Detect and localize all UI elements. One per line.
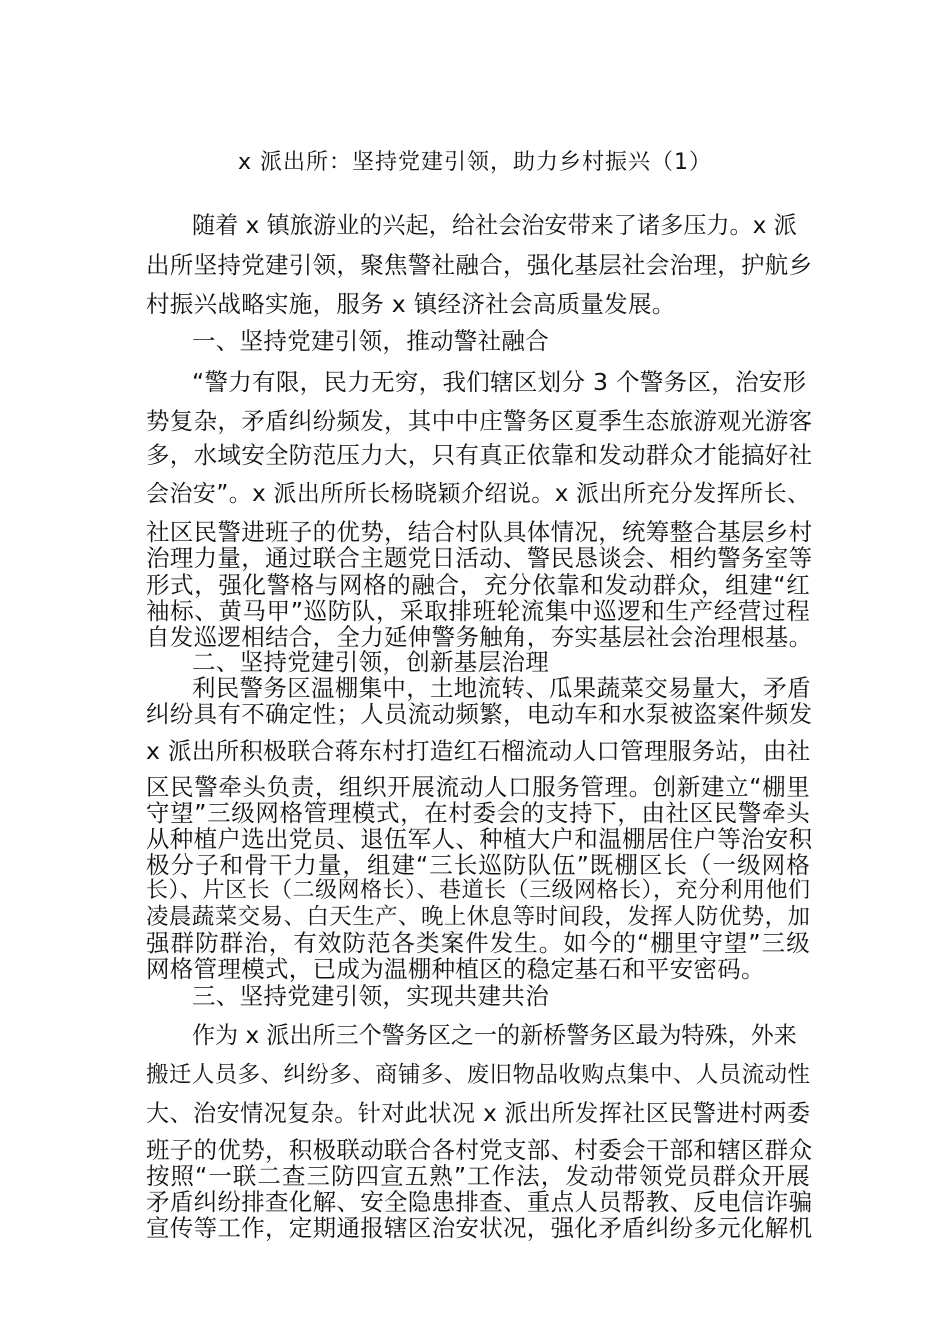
text-line: 袖标、黄马甲”巡防队，采取排班轮流集中巡逻和生产经营过程 bbox=[146, 597, 810, 625]
text-line: 纠纷具有不确定性；人员流动频繁，电动车和水泵被盗案件频发 bbox=[146, 700, 813, 728]
text-line: 班子的优势，积极联动联合各村党支部、村委会干部和辖区群众 bbox=[146, 1136, 813, 1164]
text-line: 大、治安情况复杂。针对此状况 x 派出所发挥社区民警进村两委 bbox=[146, 1101, 810, 1127]
text-line: 利民警务区温棚集中，土地流转、瓜果蔬菜交易量大，矛盾 bbox=[192, 674, 811, 702]
text-line: 治理力量，通过联合主题党日活动、警民恳谈会、相约警务室等 bbox=[146, 544, 813, 572]
text-line: 会治安”。x 派出所所长杨晓颖介绍说。x 派出所充分发挥所长、 bbox=[146, 481, 810, 507]
section-heading: 一、坚持党建引领，推动警社融合 bbox=[192, 327, 549, 355]
document-title: x 派出所：坚持党建引领，助力乡村振兴（1） bbox=[237, 150, 712, 175]
text-line: 形式，强化警格与网格的融合，充分依靠和发动群众，组建“红 bbox=[146, 571, 810, 599]
section-heading: 三、坚持党建引领，实现共建共治 bbox=[192, 982, 549, 1010]
text-line: 村振兴战略实施，服务 x 镇经济社会高质量发展。 bbox=[146, 290, 676, 318]
text-line: 从种植户选出党员、退伍军人、种植大户和温棚居住户等治安积 bbox=[146, 825, 813, 853]
text-line: 随着 x 镇旅游业的兴起，给社会治安带来了诸多压力。x 派 bbox=[192, 213, 797, 239]
text-line: 守望”三级网格管理模式，在村委会的支持下，由社区民警牵头 bbox=[146, 799, 810, 827]
text-line: 出所坚持党建引领，聚焦警社融合，强化基层社会治理，护航乡 bbox=[146, 251, 813, 279]
text-line: 强群防群治，有效防范各类案件发生。如今的“棚里守望”三级 bbox=[146, 929, 810, 957]
text-line: 按照“一联二查三防四宣五熟”工作法，发动带领党员群众开展 bbox=[146, 1162, 810, 1190]
text-line: 长）、片区长（二级网格长）、巷道长（三级网格长），充分利用他们 bbox=[146, 878, 810, 903]
text-line: 多，水域安全防范压力大，只有真正依靠和发动群众才能搞好社 bbox=[146, 441, 813, 469]
text-line: 宣传等工作，定期通报辖区治安状况，强化矛盾纠纷多元化解机 bbox=[146, 1214, 813, 1242]
text-line: 自发巡逻相结合，全力延伸警务触角，夯实基层社会治理根基。 bbox=[146, 623, 813, 651]
text-line: “警力有限，民力无穷，我们辖区划分 3 个警务区，治安形 bbox=[192, 368, 807, 396]
text-line: x 派出所积极联合蒋东村打造红石榴流动人口管理服务站，由社 bbox=[146, 737, 811, 765]
text-line: 社区民警进班子的优势，结合村队具体情况，统筹整合基层乡村 bbox=[146, 518, 813, 546]
text-line: 网格管理模式，已成为温棚种植区的稳定基石和平安密码。 bbox=[146, 955, 765, 983]
section-heading: 二、坚持党建引领，创新基层治理 bbox=[192, 648, 549, 676]
text-line: 极分子和骨干力量，组建“三长巡防队伍”既棚区长（一级网格 bbox=[146, 851, 810, 879]
text-line: 区民警牵头负责，组织开展流动人口服务管理。创新建立“棚里 bbox=[146, 773, 810, 801]
text-line: 矛盾纠纷排查化解、安全隐患排查、重点人员帮教、反电信诈骗 bbox=[146, 1188, 813, 1216]
text-line: 搬迁人员多、纠纷多、商铺多、废旧物品收购点集中、人员流动性 bbox=[146, 1062, 810, 1088]
text-line: 势复杂，矛盾纠纷频发，其中中庄警务区夏季生态旅游观光游客 bbox=[146, 407, 813, 435]
text-line: 凌晨蔬菜交易、白天生产、晚上休息等时间段，发挥人防优势，加 bbox=[146, 904, 810, 930]
text-line: 作为 x 派出所三个警务区之一的新桥警务区最为特殊，外来 bbox=[192, 1023, 797, 1049]
